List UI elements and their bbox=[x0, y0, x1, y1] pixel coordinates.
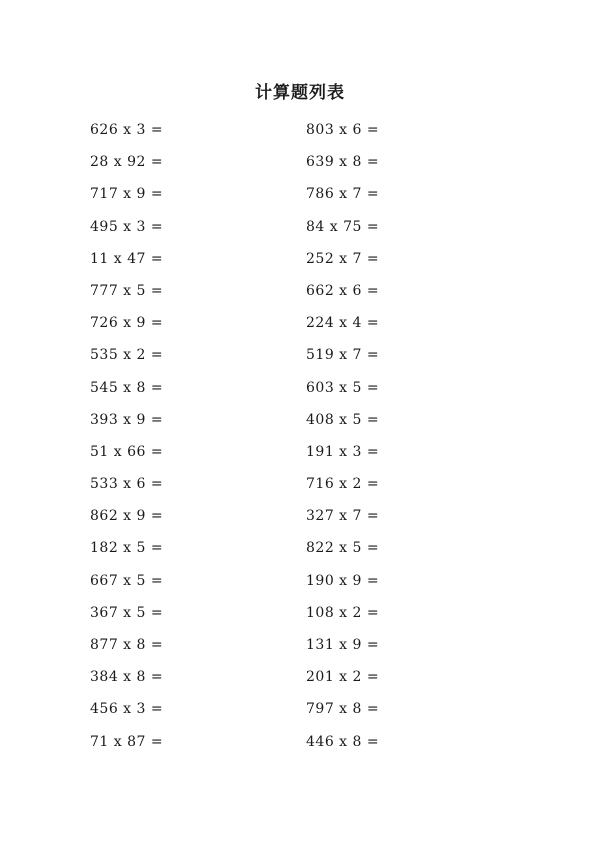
problem-item: 726 x 9 = bbox=[90, 315, 164, 332]
problem-item: 446 x 8 = bbox=[306, 733, 380, 750]
problem-item: 603 x 5 = bbox=[306, 379, 380, 396]
problem-item: 11 x 47 = bbox=[90, 250, 164, 267]
problem-item: 716 x 2 = bbox=[306, 476, 380, 493]
problem-item: 662 x 6 = bbox=[306, 282, 380, 299]
problem-item: 797 x 8 = bbox=[306, 701, 380, 718]
page-title: 计算题列表 bbox=[255, 83, 345, 103]
problem-column-left bbox=[90, 118, 163, 762]
problem-item: 877 x 8 = bbox=[90, 637, 164, 653]
problem-item: 367 x 5 = bbox=[90, 604, 164, 621]
problem-item: 51 x 66 = bbox=[90, 443, 164, 460]
problem-item: 786 x 7 = bbox=[306, 186, 380, 203]
problem-item: 84 x 75 = bbox=[306, 218, 380, 235]
problem-item: 456 x 3 = bbox=[90, 701, 164, 718]
problem-item: 822 x 5 = bbox=[306, 540, 380, 557]
problem-item: 777 x 5 = bbox=[90, 282, 164, 299]
problem-item: 803 x 6 = bbox=[306, 122, 380, 138]
problem-item: 201 x 2 = bbox=[306, 669, 380, 686]
problem-item: 182 x 5 = bbox=[90, 540, 164, 557]
problem-item: 626 x 3 = bbox=[90, 122, 164, 138]
problem-item: 393 x 9 = bbox=[90, 411, 164, 428]
problem-item: 108 x 2 = bbox=[306, 604, 380, 621]
problem-item: 71 x 87 = bbox=[90, 733, 164, 750]
problem-item: 667 x 5 = bbox=[90, 572, 164, 589]
problem-item: 28 x 92 = bbox=[90, 154, 164, 171]
problem-item: 190 x 9 = bbox=[306, 572, 380, 589]
problem-item: 224 x 4 = bbox=[306, 315, 380, 332]
problem-item: 327 x 7 = bbox=[306, 508, 380, 525]
problem-item: 533 x 6 = bbox=[90, 476, 164, 493]
problem-item: 717 x 9 = bbox=[90, 186, 164, 203]
problem-item: 384 x 8 = bbox=[90, 669, 164, 686]
problem-item: 191 x 3 = bbox=[306, 443, 380, 460]
problem-item: 545 x 8 = bbox=[90, 379, 164, 396]
problem-item: 639 x 8 = bbox=[306, 154, 380, 171]
problem-column-right bbox=[306, 118, 379, 762]
problem-item: 519 x 7 = bbox=[306, 347, 380, 364]
problem-item: 535 x 2 = bbox=[90, 347, 164, 364]
problem-item: 131 x 9 = bbox=[306, 637, 380, 653]
problem-item: 862 x 9 = bbox=[90, 508, 164, 525]
problem-item: 495 x 3 = bbox=[90, 218, 164, 235]
problem-item: 408 x 5 = bbox=[306, 411, 380, 428]
problem-item: 252 x 7 = bbox=[306, 250, 380, 267]
